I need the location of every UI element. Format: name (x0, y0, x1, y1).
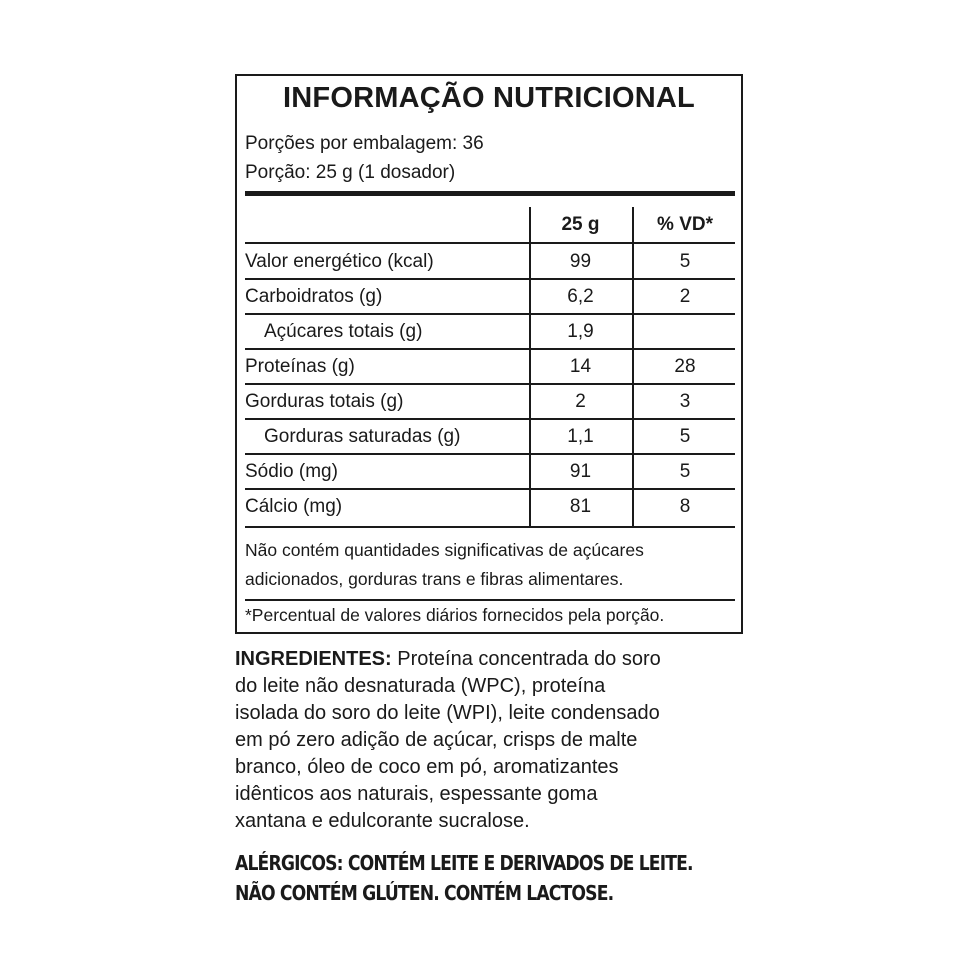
row-divider (245, 348, 735, 350)
gluten-lactose-warning: NÃO CONTÉM GLÚTEN. CONTÉM LACTOSE. (235, 881, 614, 905)
row-dv-calcium: 8 (679, 496, 691, 517)
row-dv-sodium: 5 (679, 461, 691, 482)
row-dv-saturated-fat: 5 (679, 426, 691, 447)
column-header-amount: 25 g (561, 214, 600, 235)
row-divider (245, 418, 735, 420)
row-amount-calcium: 81 (569, 496, 592, 517)
row-label-saturated-fat: Gorduras saturadas (g) (264, 426, 461, 447)
row-divider (245, 313, 735, 315)
row-dv-protein: 28 (674, 356, 696, 377)
ingredients-text: xantana e edulcorante sucralose. (235, 810, 530, 832)
ingredients-text: do leite não desnaturada (WPC), proteína (235, 675, 606, 697)
row-divider (245, 526, 735, 528)
row-divider (245, 278, 735, 280)
disclaimer-note (245, 536, 644, 594)
row-label-calcium: Cálcio (mg) (245, 496, 343, 517)
row-amount-protein: 14 (569, 356, 592, 377)
disclaimer-line: adicionados, gorduras trans e fibras alimentares. (245, 569, 624, 589)
row-label-protein: Proteínas (g) (245, 356, 355, 377)
allergen-warning: ALÉRGICOS: CONTÉM LEITE E DERIVADOS DE LEITE. (235, 851, 693, 875)
row-label-energy: Valor energético (kcal) (245, 251, 434, 272)
row-dv-energy: 5 (679, 251, 691, 272)
serving-size: Porção: 25 g (1 dosador) (245, 162, 456, 183)
ingredients-text: isolada do soro do leite (WPI), leite condensado (235, 702, 660, 724)
ingredients-text: Proteína concentrada do soro (391, 648, 661, 670)
servings-per-package: Porções por embalagem: 36 (245, 133, 484, 154)
row-label-carbs: Carboidratos (g) (245, 286, 383, 307)
row-dv-carbs: 2 (679, 286, 691, 307)
ingredients-text: branco, óleo de coco em pó, aromatizantes (235, 756, 619, 778)
row-divider (245, 383, 735, 385)
row-label-sodium: Sódio (mg) (245, 461, 338, 482)
nutrition-facts-panel (235, 74, 743, 634)
row-label-sugars: Açúcares totais (g) (264, 321, 423, 342)
ingredients-heading: INGREDIENTES: (235, 648, 392, 670)
thick-divider (245, 191, 735, 196)
panel-title: INFORMAÇÃO NUTRICIONAL (283, 82, 695, 114)
row-amount-sodium: 91 (569, 461, 592, 482)
ingredients-text: idênticos aos naturais, espessante goma (235, 783, 598, 805)
row-divider (245, 242, 735, 244)
row-amount-sugars: 1,9 (567, 321, 594, 342)
dv-footnote: *Percentual de valores diários fornecidos pela porção. (245, 605, 665, 625)
row-amount-saturated-fat: 1,1 (567, 426, 594, 447)
row-label-total-fat: Gorduras totais (g) (245, 391, 404, 412)
ingredients-block (235, 646, 755, 835)
row-dv-total-fat: 3 (679, 391, 691, 412)
row-divider (245, 453, 735, 455)
ingredients-text: em pó zero adição de açúcar, crisps de malte (235, 729, 638, 751)
disclaimer-line: Não contém quantidades significativas de açúcares (245, 540, 644, 560)
row-divider (245, 488, 735, 490)
row-amount-total-fat: 2 (575, 391, 586, 412)
row-amount-energy: 99 (569, 251, 592, 272)
column-header-dv: % VD* (657, 214, 713, 235)
row-amount-carbs: 6,2 (567, 286, 594, 307)
